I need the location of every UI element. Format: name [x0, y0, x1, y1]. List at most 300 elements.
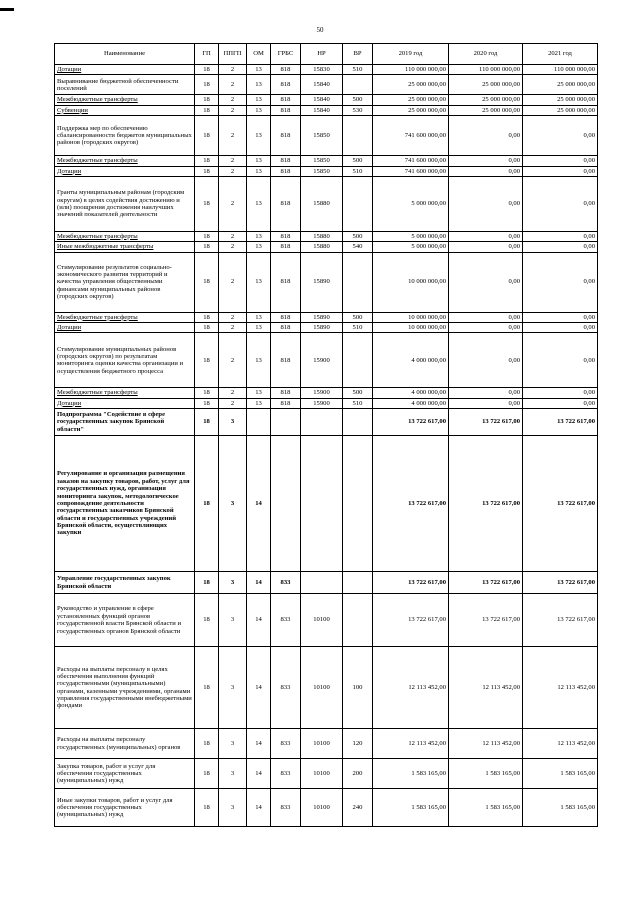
cell-om [247, 409, 271, 436]
cell-y2019: 4 000 000,00 [373, 333, 449, 388]
cell-ppgp: 3 [219, 436, 247, 572]
cell-name [55, 729, 195, 759]
cell-om: 13 [247, 242, 271, 252]
cell-om: 14 [247, 594, 271, 647]
cell-name [55, 242, 195, 252]
cell-name [55, 572, 195, 594]
cell-name [55, 789, 195, 827]
cell-y2019: 12 113 452,00 [373, 729, 449, 759]
cell-y2020: 0,00 [449, 231, 523, 241]
cell-ppgp: 2 [219, 398, 247, 408]
cell-y2020: 12 113 452,00 [449, 729, 523, 759]
cell-nr: 15900 [301, 398, 343, 408]
cell-nr: 15890 [301, 323, 343, 333]
cell-name [55, 252, 195, 312]
cell-ppgp: 3 [219, 647, 247, 729]
col-header-2021: 2021 год [523, 44, 598, 65]
cell-gp: 18 [195, 65, 219, 75]
cell-y2019: 110 000 000,00 [373, 65, 449, 75]
cell-y2020: 0,00 [449, 176, 523, 231]
cell-y2020: 0,00 [449, 398, 523, 408]
row-name: Выравнивание бюджетной обеспеченности поселений [57, 77, 179, 92]
cell-ppgp: 2 [219, 95, 247, 105]
cell-y2021: 110 000 000,00 [523, 65, 598, 75]
cell-nr: 15840 [301, 95, 343, 105]
cell-name [55, 398, 195, 408]
row-name: Руководство и управление в сфере установленных функций органов государственной власти Брянской области и государственных органов Брянской области [57, 605, 182, 635]
cell-vr [343, 176, 373, 231]
table-row [55, 176, 598, 231]
cell-om: 13 [247, 156, 271, 166]
cell-y2021: 0,00 [523, 323, 598, 333]
row-name: Стимулирование результатов социально-экономического развития территорий и качества управления общественными финансами муниципальных районов (городских округов) [57, 263, 172, 301]
cell-om: 13 [247, 166, 271, 176]
cell-grbs: 818 [271, 95, 301, 105]
cell-om: 13 [247, 398, 271, 408]
table-row [55, 116, 598, 156]
cell-gp: 18 [195, 105, 219, 115]
cell-y2019: 1 583 165,00 [373, 789, 449, 827]
cell-y2020: 0,00 [449, 116, 523, 156]
cell-y2020: 0,00 [449, 166, 523, 176]
cell-nr: 15840 [301, 105, 343, 115]
cell-gp: 18 [195, 176, 219, 231]
cell-vr: 510 [343, 398, 373, 408]
cell-vr: 500 [343, 312, 373, 322]
cell-y2019: 741 600 000,00 [373, 166, 449, 176]
cell-vr [343, 409, 373, 436]
cell-gp: 18 [195, 252, 219, 312]
cell-nr: 15900 [301, 388, 343, 398]
cell-y2021: 13 722 617,00 [523, 436, 598, 572]
cell-ppgp: 2 [219, 252, 247, 312]
table-row [55, 312, 598, 322]
col-header-grbs: ГРБС [271, 44, 301, 65]
cell-y2019: 13 722 617,00 [373, 594, 449, 647]
cell-om: 13 [247, 231, 271, 241]
table-row [55, 398, 598, 408]
row-name: Межбюджетные трансферты [57, 232, 138, 240]
cell-om: 13 [247, 65, 271, 75]
corner-mark [0, 8, 14, 11]
cell-gp: 18 [195, 594, 219, 647]
cell-om: 14 [247, 647, 271, 729]
cell-nr: 15880 [301, 176, 343, 231]
cell-name [55, 388, 195, 398]
cell-om: 13 [247, 116, 271, 156]
page-number: 50 [316, 26, 324, 34]
cell-nr: 10100 [301, 647, 343, 729]
cell-y2019: 741 600 000,00 [373, 156, 449, 166]
cell-y2021: 25 000 000,00 [523, 75, 598, 95]
cell-ppgp: 3 [219, 409, 247, 436]
cell-gp: 18 [195, 572, 219, 594]
cell-name [55, 105, 195, 115]
cell-gp: 18 [195, 166, 219, 176]
cell-y2020: 1 583 165,00 [449, 759, 523, 789]
cell-gp: 18 [195, 312, 219, 322]
cell-y2019: 13 722 617,00 [373, 409, 449, 436]
cell-grbs: 818 [271, 252, 301, 312]
row-name: Закупка товаров, работ и услуг для обеспечения государственных (муниципальных) нужд [57, 762, 156, 785]
budget-table [54, 43, 598, 827]
cell-vr [343, 594, 373, 647]
cell-nr: 10100 [301, 729, 343, 759]
row-name: Дотации [57, 66, 82, 73]
cell-ppgp: 3 [219, 789, 247, 827]
table-row [55, 759, 598, 789]
col-header-vr: ВР [343, 44, 373, 65]
cell-grbs: 818 [271, 105, 301, 115]
row-name: Иные закупки товаров, работ и услуг для обеспечения государственных (муниципальных) нужд [57, 796, 173, 819]
cell-y2020: 25 000 000,00 [449, 95, 523, 105]
cell-y2020: 0,00 [449, 323, 523, 333]
cell-vr [343, 333, 373, 388]
cell-y2021: 1 583 165,00 [523, 759, 598, 789]
col-header-om: ОМ [247, 44, 271, 65]
cell-grbs: 818 [271, 231, 301, 241]
table-row [55, 65, 598, 75]
cell-name [55, 323, 195, 333]
cell-om: 14 [247, 729, 271, 759]
cell-grbs: 818 [271, 398, 301, 408]
cell-om: 13 [247, 75, 271, 95]
cell-y2020: 0,00 [449, 156, 523, 166]
col-header-2019: 2019 год [373, 44, 449, 65]
table-header-row [55, 44, 598, 65]
row-name: Расходы на выплаты персоналу государственных (муниципальных) органов [57, 736, 181, 751]
cell-y2021: 13 722 617,00 [523, 594, 598, 647]
cell-gp: 18 [195, 759, 219, 789]
cell-name [55, 312, 195, 322]
cell-om: 13 [247, 252, 271, 312]
cell-y2019: 13 722 617,00 [373, 572, 449, 594]
cell-grbs: 818 [271, 156, 301, 166]
cell-y2021: 0,00 [523, 388, 598, 398]
cell-grbs [271, 409, 301, 436]
cell-ppgp: 3 [219, 572, 247, 594]
cell-y2020: 12 113 452,00 [449, 647, 523, 729]
cell-nr: 15850 [301, 156, 343, 166]
cell-y2020: 13 722 617,00 [449, 436, 523, 572]
cell-y2019: 10 000 000,00 [373, 323, 449, 333]
cell-name [55, 75, 195, 95]
table-row [55, 95, 598, 105]
cell-y2021: 0,00 [523, 166, 598, 176]
cell-vr: 530 [343, 105, 373, 115]
table-row [55, 388, 598, 398]
cell-y2020: 13 722 617,00 [449, 572, 523, 594]
cell-grbs: 833 [271, 729, 301, 759]
row-name: Поддержка мер по обеспечению сбалансированности бюджетов муниципальных районов (городских округов) [57, 124, 192, 147]
table-row [55, 105, 598, 115]
cell-y2019: 25 000 000,00 [373, 105, 449, 115]
cell-grbs: 818 [271, 388, 301, 398]
table-row [55, 572, 598, 594]
cell-vr: 500 [343, 388, 373, 398]
cell-y2021: 1 583 165,00 [523, 789, 598, 827]
table-row [55, 166, 598, 176]
cell-grbs: 833 [271, 759, 301, 789]
cell-grbs: 818 [271, 242, 301, 252]
cell-y2019: 12 113 452,00 [373, 647, 449, 729]
row-name: Гранты муниципальным районам (городским округам) в целях содействия достижению и (или) поощрения достижения наилучших значений показателей деятельности [57, 189, 185, 219]
cell-y2021: 0,00 [523, 312, 598, 322]
cell-gp: 18 [195, 333, 219, 388]
cell-y2019: 4 000 000,00 [373, 398, 449, 408]
cell-vr: 500 [343, 95, 373, 105]
cell-nr [301, 436, 343, 572]
cell-y2020: 25 000 000,00 [449, 105, 523, 115]
cell-y2021: 12 113 452,00 [523, 729, 598, 759]
table-row [55, 156, 598, 166]
cell-y2021: 13 722 617,00 [523, 572, 598, 594]
cell-gp: 18 [195, 388, 219, 398]
row-name: Расходы на выплаты персоналу в целях обеспечения выполнения функций государственными (муниципальными) органами, казенными учреждениями, органами управления государственными внебюджетными фондами [57, 665, 192, 710]
row-name: Субвенции [57, 106, 88, 114]
cell-gp: 18 [195, 789, 219, 827]
cell-vr: 510 [343, 65, 373, 75]
cell-y2020: 0,00 [449, 388, 523, 398]
cell-grbs: 833 [271, 789, 301, 827]
row-name: Иные межбюджетные трансферты [57, 243, 154, 251]
cell-vr: 500 [343, 231, 373, 241]
cell-name [55, 647, 195, 729]
cell-gp: 18 [195, 95, 219, 105]
cell-ppgp: 2 [219, 105, 247, 115]
cell-gp: 18 [195, 398, 219, 408]
cell-om: 13 [247, 105, 271, 115]
cell-nr: 15830 [301, 65, 343, 75]
cell-ppgp: 2 [219, 231, 247, 241]
cell-ppgp: 2 [219, 388, 247, 398]
cell-nr: 10100 [301, 594, 343, 647]
cell-ppgp: 2 [219, 166, 247, 176]
cell-y2020: 110 000 000,00 [449, 65, 523, 75]
cell-gp: 18 [195, 436, 219, 572]
col-header-ppgp: ППГП [219, 44, 247, 65]
cell-name [55, 333, 195, 388]
cell-gp: 18 [195, 116, 219, 156]
cell-name [55, 409, 195, 436]
cell-name [55, 231, 195, 241]
cell-vr: 200 [343, 759, 373, 789]
cell-y2020: 1 583 165,00 [449, 789, 523, 827]
table-row [55, 323, 598, 333]
cell-om: 13 [247, 333, 271, 388]
cell-nr: 10100 [301, 789, 343, 827]
cell-vr: 510 [343, 323, 373, 333]
cell-vr [343, 436, 373, 572]
cell-ppgp: 2 [219, 75, 247, 95]
cell-vr [343, 572, 373, 594]
cell-y2019: 4 000 000,00 [373, 388, 449, 398]
cell-y2021: 0,00 [523, 231, 598, 241]
col-header-name: Наименование [55, 44, 195, 65]
cell-grbs: 818 [271, 333, 301, 388]
table-row [55, 647, 598, 729]
col-header-gp: ГП [195, 44, 219, 65]
cell-ppgp: 2 [219, 176, 247, 231]
cell-nr: 15880 [301, 242, 343, 252]
cell-grbs: 833 [271, 594, 301, 647]
cell-gp: 18 [195, 156, 219, 166]
cell-om: 13 [247, 388, 271, 398]
cell-y2020: 0,00 [449, 312, 523, 322]
cell-ppgp: 3 [219, 759, 247, 789]
cell-ppgp: 2 [219, 312, 247, 322]
cell-name [55, 436, 195, 572]
cell-y2019: 10 000 000,00 [373, 312, 449, 322]
cell-gp: 18 [195, 242, 219, 252]
cell-y2021: 12 113 452,00 [523, 647, 598, 729]
row-name: Межбюджетные трансферты [57, 157, 138, 165]
row-name: Межбюджетные трансферты [57, 389, 138, 397]
cell-nr: 15840 [301, 75, 343, 95]
cell-name [55, 594, 195, 647]
cell-name [55, 95, 195, 105]
table-row [55, 252, 598, 312]
cell-y2020: 13 722 617,00 [449, 409, 523, 436]
cell-ppgp: 2 [219, 65, 247, 75]
row-name: Подпрограмма "Содействие в сфере государственных закупок Брянской области" [57, 411, 165, 433]
cell-nr: 15880 [301, 231, 343, 241]
cell-vr: 120 [343, 729, 373, 759]
cell-nr: 15890 [301, 312, 343, 322]
table-row [55, 231, 598, 241]
col-header-nr: НР [301, 44, 343, 65]
table-row [55, 409, 598, 436]
cell-nr: 15850 [301, 166, 343, 176]
cell-y2019: 25 000 000,00 [373, 75, 449, 95]
cell-grbs: 818 [271, 166, 301, 176]
cell-ppgp: 3 [219, 729, 247, 759]
cell-y2020: 0,00 [449, 333, 523, 388]
row-name: Управление государственных закупок Брянской области [57, 575, 171, 590]
cell-name [55, 116, 195, 156]
cell-vr: 100 [343, 647, 373, 729]
cell-om: 14 [247, 436, 271, 572]
cell-nr: 15900 [301, 333, 343, 388]
cell-y2020: 0,00 [449, 242, 523, 252]
cell-y2019: 5 000 000,00 [373, 176, 449, 231]
cell-name [55, 176, 195, 231]
cell-gp: 18 [195, 75, 219, 95]
cell-grbs: 818 [271, 75, 301, 95]
row-name: Дотации [57, 167, 82, 175]
cell-grbs [271, 436, 301, 572]
cell-nr: 15850 [301, 116, 343, 156]
cell-y2019: 5 000 000,00 [373, 242, 449, 252]
cell-y2019: 10 000 000,00 [373, 252, 449, 312]
cell-om: 13 [247, 312, 271, 322]
row-name: Регулирование и организация размещения заказов на закупку товаров, работ, услуг для государственных нужд, организация мониторинга закупок, методологическое сопровождение деятельности государственных заказчиков Брянской области и государственных учреждений Брянской области, осуществляющих закупки [57, 470, 190, 537]
table-row [55, 242, 598, 252]
cell-name [55, 166, 195, 176]
cell-gp: 18 [195, 231, 219, 241]
table-row [55, 333, 598, 388]
cell-name [55, 65, 195, 75]
cell-y2020: 25 000 000,00 [449, 75, 523, 95]
cell-y2021: 0,00 [523, 242, 598, 252]
cell-vr: 510 [343, 166, 373, 176]
cell-name [55, 156, 195, 166]
cell-y2020: 13 722 617,00 [449, 594, 523, 647]
cell-y2019: 13 722 617,00 [373, 436, 449, 572]
cell-ppgp: 2 [219, 116, 247, 156]
cell-y2021: 0,00 [523, 398, 598, 408]
cell-om: 14 [247, 789, 271, 827]
cell-y2019: 1 583 165,00 [373, 759, 449, 789]
table-row [55, 789, 598, 827]
table-row [55, 436, 598, 572]
row-name: Дотации [57, 399, 82, 407]
row-name: Дотации [57, 324, 82, 331]
cell-nr: 15890 [301, 252, 343, 312]
cell-vr: 540 [343, 242, 373, 252]
cell-ppgp: 2 [219, 242, 247, 252]
row-name: Стимулирование муниципальных районов (городских округов) по результатам мониторинга оценки качества организации и осуществления бюджетного процесса [57, 345, 184, 375]
cell-y2021: 0,00 [523, 333, 598, 388]
cell-grbs: 818 [271, 65, 301, 75]
cell-y2021: 0,00 [523, 252, 598, 312]
cell-vr [343, 75, 373, 95]
cell-y2021: 25 000 000,00 [523, 105, 598, 115]
cell-gp: 18 [195, 729, 219, 759]
cell-om: 14 [247, 759, 271, 789]
cell-y2021: 0,00 [523, 116, 598, 156]
cell-y2019: 741 600 000,00 [373, 116, 449, 156]
cell-y2021: 13 722 617,00 [523, 409, 598, 436]
cell-om: 13 [247, 176, 271, 231]
cell-ppgp: 2 [219, 323, 247, 333]
cell-y2019: 5 000 000,00 [373, 231, 449, 241]
cell-om: 13 [247, 323, 271, 333]
cell-nr: 10100 [301, 759, 343, 789]
cell-vr: 500 [343, 156, 373, 166]
cell-grbs: 818 [271, 312, 301, 322]
cell-vr: 240 [343, 789, 373, 827]
cell-ppgp: 3 [219, 594, 247, 647]
cell-name [55, 759, 195, 789]
cell-grbs: 818 [271, 116, 301, 156]
cell-nr [301, 409, 343, 436]
cell-ppgp: 2 [219, 156, 247, 166]
cell-y2020: 0,00 [449, 252, 523, 312]
row-name: Межбюджетные трансферты [57, 313, 138, 321]
table-row [55, 594, 598, 647]
cell-gp: 18 [195, 323, 219, 333]
cell-grbs: 833 [271, 647, 301, 729]
cell-grbs: 833 [271, 572, 301, 594]
cell-y2021: 0,00 [523, 176, 598, 231]
table-body [55, 65, 598, 827]
cell-vr [343, 116, 373, 156]
cell-gp: 18 [195, 647, 219, 729]
cell-om: 14 [247, 572, 271, 594]
cell-y2019: 25 000 000,00 [373, 95, 449, 105]
cell-gp: 18 [195, 409, 219, 436]
cell-nr [301, 572, 343, 594]
table-row [55, 75, 598, 95]
row-name: Межбюджетные трансферты [57, 96, 138, 104]
cell-y2021: 0,00 [523, 156, 598, 166]
cell-y2021: 25 000 000,00 [523, 95, 598, 105]
cell-vr [343, 252, 373, 312]
cell-ppgp: 2 [219, 333, 247, 388]
cell-grbs: 818 [271, 176, 301, 231]
cell-om: 13 [247, 95, 271, 105]
